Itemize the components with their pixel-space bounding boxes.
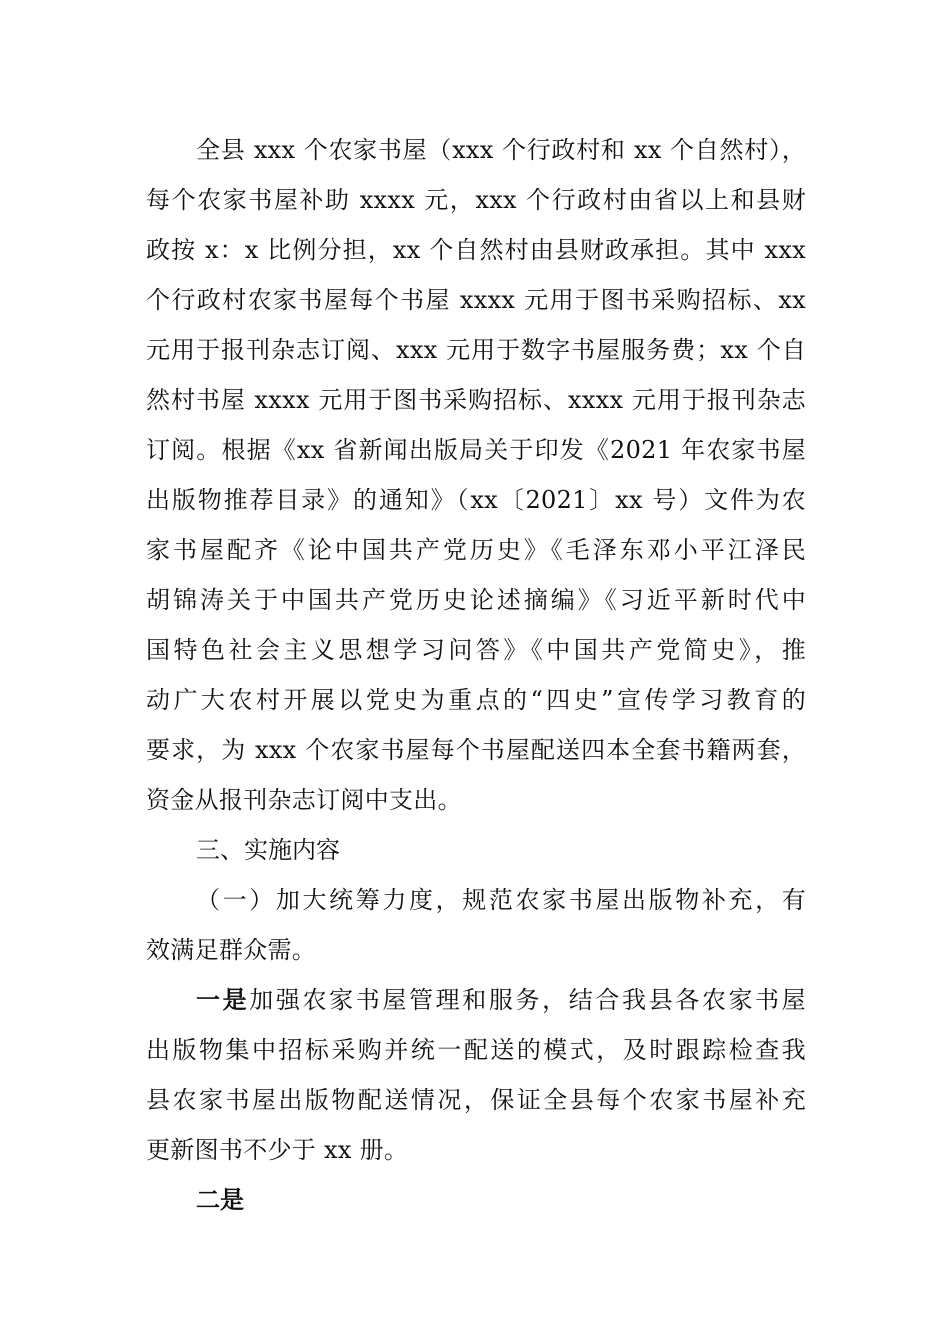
paragraph-line: 全县 xxx 个农家书屋（xxx 个行政村和 xx 个自然村）， <box>196 136 806 164</box>
item-one-text: 加强农家书屋管理和服务，结合我县各农家书屋 <box>249 986 806 1014</box>
paragraph-line: 订阅。根据《xx 省新闻出版局关于印发《2021 年农家书屋 <box>146 436 806 464</box>
paragraph-line: 个行政村农家书屋每个书屋 xxxx 元用于图书采购招标、xx <box>146 286 806 314</box>
paragraph-line: 国特色社会主义思想学习问答》《中国共产党简史》，推 <box>146 636 806 664</box>
paragraph-line: 政按 x：x 比例分担，xx 个自然村由县财政承担。其中 xxx <box>146 236 806 264</box>
paragraph-line: 元用于报刊杂志订阅、xxx 元用于数字书屋服务费；xx 个自 <box>146 336 806 364</box>
paragraph-line: 家书屋配齐《论中国共产党历史》《毛泽东邓小平江泽民 <box>146 536 806 564</box>
paragraph-line: 出版物推荐目录》的通知》（xx〔2021〕xx 号）文件为农 <box>146 486 806 514</box>
paragraph-line: 要求，为 xxx 个农家书屋每个书屋配送四本全套书籍两套， <box>146 736 806 764</box>
section-heading: 三、实施内容 <box>196 836 340 864</box>
paragraph-line: 出版物集中招标采购并统一配送的模式，及时跟踪检查我 <box>146 1036 806 1064</box>
paragraph-line: 动广大农村开展以党史为重点的“四史”宣传学习教育的 <box>146 686 806 714</box>
item-one-label: 一是 <box>196 985 250 1014</box>
item-two-label: 二是 <box>196 1185 244 1214</box>
paragraph-line: 县农家书屋出版物配送情况，保证全县每个农家书屋补充 <box>146 1086 806 1114</box>
paragraph-line: 然村书屋 xxxx 元用于图书采购招标、xxxx 元用于报刊杂志 <box>146 386 806 414</box>
paragraph-line: 胡锦涛关于中国共产党历史论述摘编》《习近平新时代中 <box>146 586 806 614</box>
item-one-first-line <box>196 984 806 1016</box>
paragraph-line: 资金从报刊杂志订阅中支出。 <box>146 786 462 814</box>
paragraph-line: 每个农家书屋补助 xxxx 元，xxx 个行政村由省以上和县财 <box>146 186 806 214</box>
subsection-line: （一）加大统筹力度，规范农家书屋出版物补充，有 <box>196 886 806 914</box>
subsection-line: 效满足群众需。 <box>146 936 317 964</box>
paragraph-line: 更新图书不少于 xx 册。 <box>146 1136 409 1164</box>
